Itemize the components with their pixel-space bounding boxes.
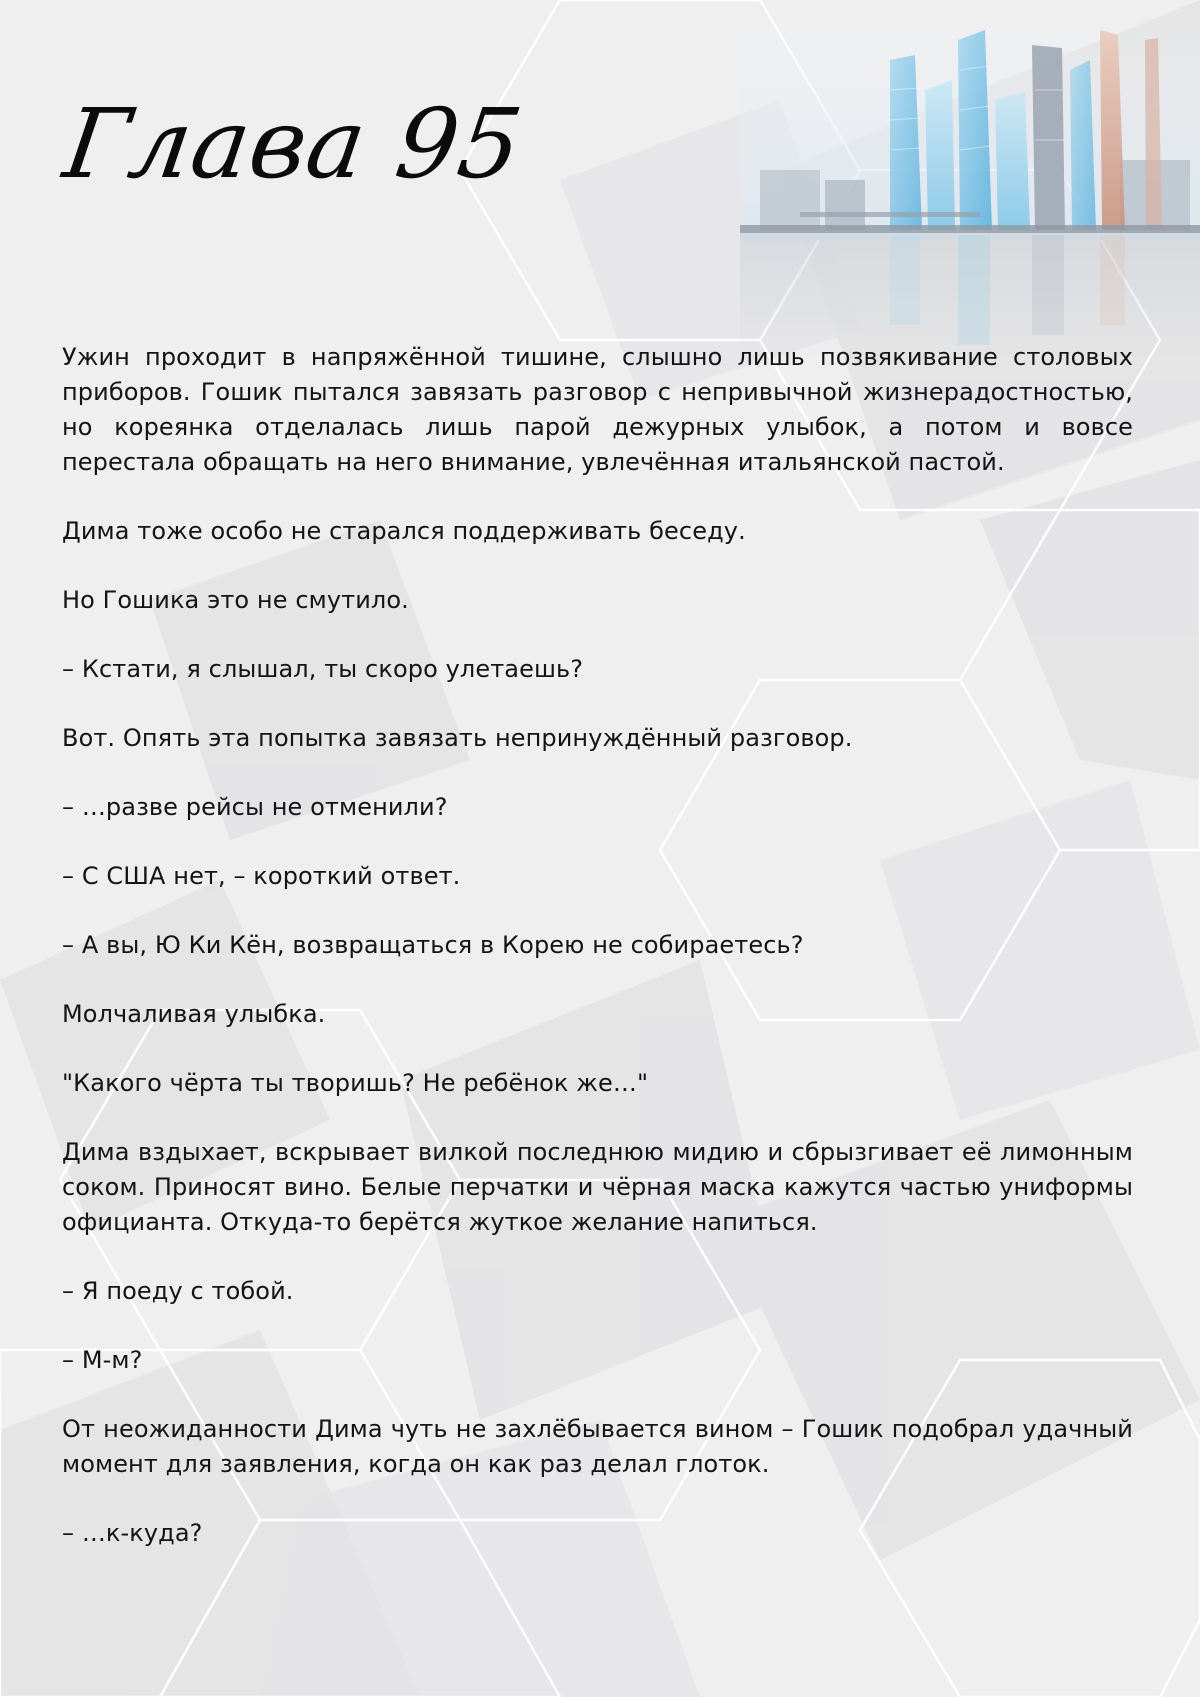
paragraph-5: Вот. Опять эта попытка завязать непринуждённый разговор.	[62, 724, 853, 752]
dialogue-line-2: – …разве рейсы не отменили?	[62, 793, 448, 821]
chapter-body	[62, 340, 1133, 1585]
dialogue-line-5: – Я поеду с тобой.	[62, 1277, 294, 1305]
city-skyline-icon	[740, 0, 1200, 360]
paragraph-1: Ужин проходит в напряжённой тишине, слышно лишь позвякивание столовых приборов. Гошик пытался завязать разговор с непривычной жизнерадостностью, но кореянка отделалась лишь парой дежурных улыбок, а потом и вовсе перестала обращать на него внимание, увлечённая итальянской пастой.	[62, 343, 1133, 476]
dialogue-line-4: – А вы, Ю Ки Кён, возвращаться в Корею не собираетесь?	[62, 931, 804, 959]
paragraph-3: Но Гошика это не смутило.	[62, 586, 409, 614]
paragraph-2: Дима тоже особо не старался поддерживать беседу.	[62, 517, 746, 545]
inner-thought: "Какого чёрта ты творишь? Не ребёнок же…"	[62, 1069, 649, 1097]
dialogue-line-3: – С США нет, – короткий ответ.	[62, 862, 461, 890]
paragraph-14: От неожиданности Дима чуть не захлёбывается вином – Гошик подобрал удачный момент для заявления, когда он как раз делал глоток.	[62, 1415, 1133, 1478]
paragraph-11: Дима вздыхает, вскрывает вилкой последнюю мидию и сбрызгивает её лимонным соком. Приносят вино. Белые перчатки и чёрная маска кажутся частью униформы официанта. Откуда-то берётся жуткое желание напиться.	[62, 1138, 1133, 1236]
dialogue-line-1: – Кстати, я слышал, ты скоро улетаешь?	[62, 655, 584, 683]
dialogue-line-7: – …к-куда?	[62, 1519, 203, 1547]
chapter-title: Глава 95	[57, 88, 530, 200]
dialogue-line-6: – М-м?	[62, 1346, 143, 1374]
paragraph-9: Молчаливая улыбка.	[62, 1000, 326, 1028]
